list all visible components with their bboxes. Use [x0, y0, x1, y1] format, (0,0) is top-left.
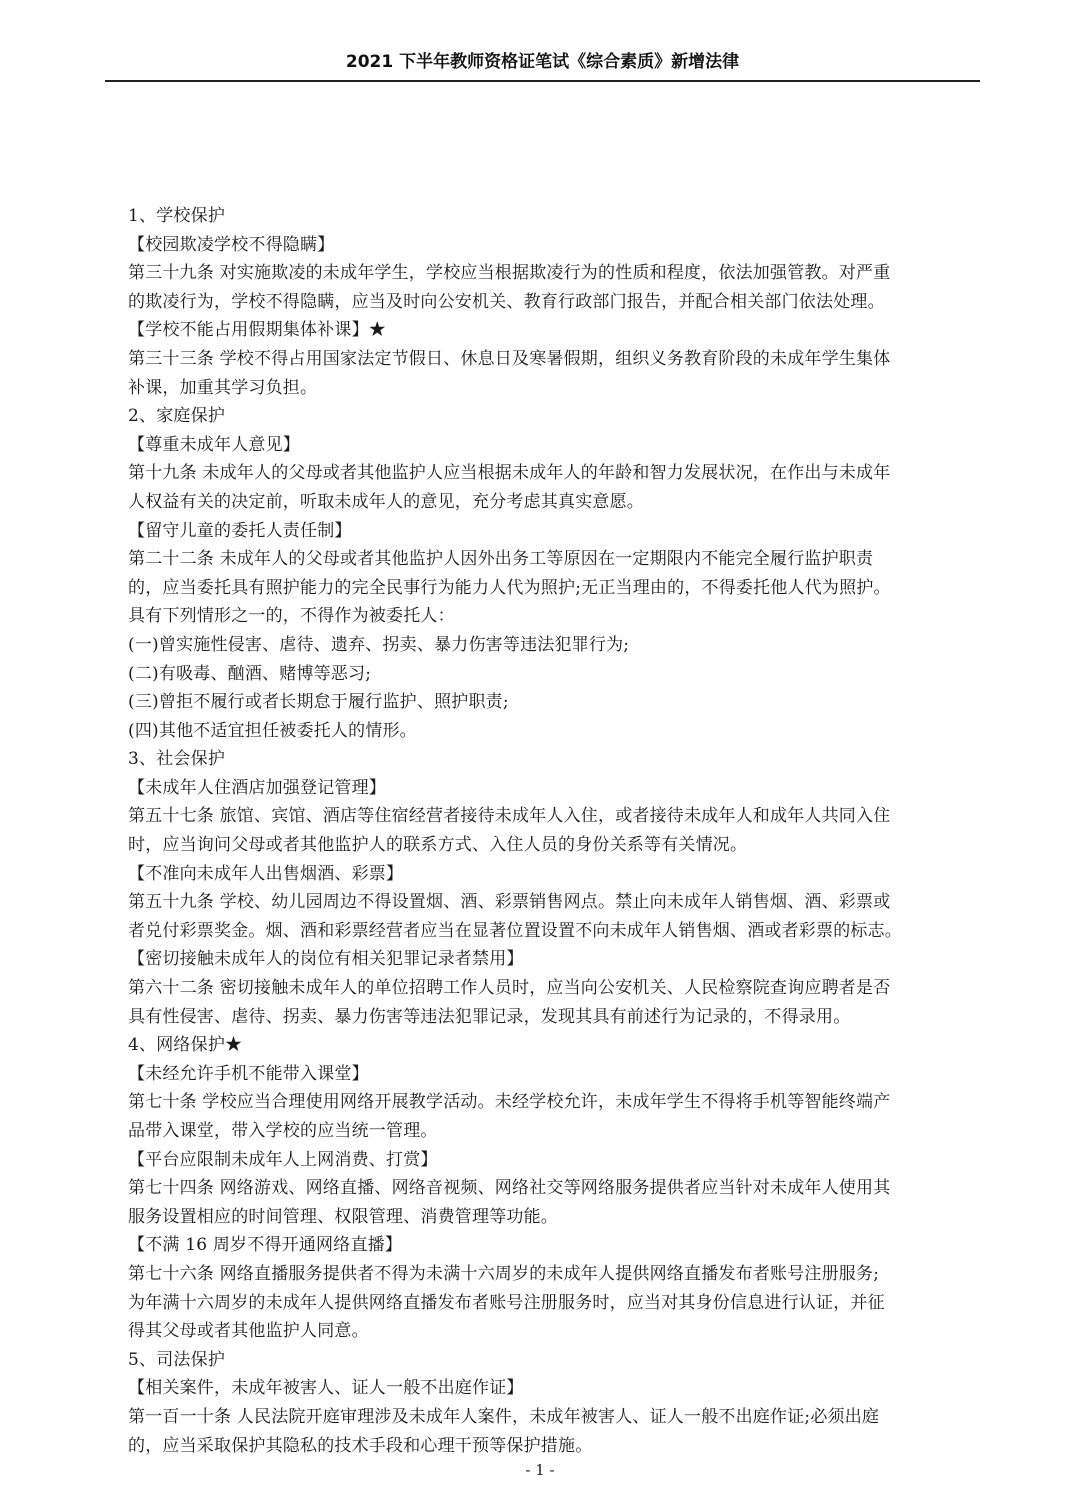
article-text: 者兑付彩票奖金。烟、酒和彩票经营者应当在显著位置设置不向未成年人销售烟、酒或者彩票的标志。 — [128, 920, 902, 941]
article-text: 的，应当委托具有照护能力的完全民事行为能力人代为照护;无正当理由的，不得委托他人代为照护。 — [128, 577, 891, 598]
topic-heading: 【不满 16 周岁不得开通网络直播】 — [128, 1235, 403, 1256]
article-text: 第六十二条 密切接触未成年人的单位招聘工作人员时，应当向公安机关、人民检察院查询应聘者是否 — [128, 978, 891, 999]
topic-heading: 【密切接触未成年人的岗位有相关犯罪记录者禁用】 — [128, 949, 524, 970]
article-text: 第五十九条 学校、幼儿园周边不得设置烟、酒、彩票销售网点。禁止向未成年人销售烟、酒、彩票或 — [128, 892, 891, 913]
topic-heading: 【平台应限制未成年人上网消费、打赏】 — [128, 1149, 438, 1170]
article-text: 第三十九条 对实施欺凌的未成年学生，学校应当根据欺凌行为的性质和程度，依法加强管教。对严重 — [128, 263, 891, 284]
article-text: 服务设置相应的时间管理、权限管理、消费管理等功能。 — [128, 1206, 558, 1227]
article-text: 得其父母或者其他监护人同意。 — [128, 1321, 369, 1342]
article-text: 第七十六条 网络直播服务提供者不得为未满十六周岁的未成年人提供网络直播发布者账号注册服务; — [128, 1263, 880, 1284]
article-text: 时，应当询问父母或者其他监护人的联系方式、入住人员的身份关系等有关情况。 — [128, 835, 748, 856]
article-text: 具有性侵害、虐待、拐卖、暴力伤害等违法犯罪记录，发现其具有前述行为记录的，不得录用。 — [128, 1006, 851, 1027]
article-text: 补课，加重其学习负担。 — [128, 377, 318, 398]
list-item: (一)曾实施性侵害、虐待、遗弃、拐卖、暴力伤害等违法犯罪行为; — [128, 634, 630, 655]
section-heading: 1、学校保护 — [128, 206, 226, 226]
topic-heading: 【学校不能占用假期集体补课】★ — [128, 320, 386, 341]
article-text: 品带入课堂，带入学校的应当统一管理。 — [128, 1121, 438, 1141]
topic-heading: 【未经允许手机不能带入课堂】 — [128, 1063, 369, 1084]
article-text: 为年满十六周岁的未成年人提供网络直播发布者账号注册服务时，应当对其身份信息进行认证，并征 — [128, 1292, 885, 1313]
topic-heading: 【不准向未成年人出售烟酒、彩票】 — [128, 863, 404, 884]
list-item: (三)曾拒不履行或者长期怠于履行监护、照护职责; — [128, 692, 509, 713]
topic-heading: 【相关案件，未成年被害人、证人一般不出庭作证】 — [128, 1378, 524, 1399]
topic-heading: 【尊重未成年人意见】 — [128, 434, 300, 455]
list-item: (四)其他不适宜担任被委托人的情形。 — [128, 720, 417, 741]
article-text: 第十九条 未成年人的父母或者其他监护人应当根据未成年人的年龄和智力发展状况，在作出与未成年 — [128, 463, 891, 484]
article-text: 第二十二条 未成年人的父母或者其他监护人因外出务工等原因在一定期限内不能完全履行监护职责 — [128, 549, 874, 570]
section-heading: 3、社会保护 — [128, 749, 226, 770]
article-text: 人权益有关的决定前，听取未成年人的意见，充分考虑其真实意愿。 — [128, 491, 644, 512]
section-heading: 5、司法保护 — [128, 1349, 226, 1370]
article-text: 第五十七条 旅馆、宾馆、酒店等住宿经营者接待未成年人入住，或者接待未成年人和成年人共同入住 — [128, 806, 891, 827]
article-text: 第七十四条 网络游戏、网络直播、网络音视频、网络社交等网络服务提供者应当针对未成年人使用其 — [128, 1178, 891, 1199]
document-body — [128, 202, 978, 1460]
header-divider — [105, 80, 980, 82]
page-number: - 1 - — [525, 1461, 555, 1479]
section-heading: 4、网络保护★ — [128, 1035, 243, 1056]
article-text: 第三十三条 学校不得占用国家法定节假日、休息日及寒暑假期，组织义务教育阶段的未成年学生集体 — [128, 348, 891, 369]
section-heading: 2、家庭保护 — [128, 406, 226, 427]
article-text: 的，应当采取保护其隐私的技术手段和心理干预等保护措施。 — [128, 1435, 593, 1456]
page-header-title: 2021 下半年教师资格证笔试《综合素质》新增法律 — [345, 52, 740, 72]
article-text: 的欺凌行为，学校不得隐瞒，应当及时向公安机关、教育行政部门报告，并配合相关部门依法处理。 — [128, 291, 885, 312]
topic-heading: 【未成年人住酒店加强登记管理】 — [128, 777, 386, 798]
article-text: 第一百一十条 人民法院开庭审理涉及未成年人案件，未成年被害人、证人一般不出庭作证;必须出庭 — [128, 1406, 880, 1427]
article-text: 具有下列情形之一的，不得作为被委托人： — [128, 606, 455, 627]
list-item: (二)有吸毒、酗酒、赌博等恶习; — [128, 663, 372, 684]
article-text: 第七十条 学校应当合理使用网络开展教学活动。未经学校允许，未成年学生不得将手机等智能终端产 — [128, 1092, 891, 1113]
topic-heading: 【校园欺凌学校不得隐瞒】 — [128, 234, 335, 255]
topic-heading: 【留守儿童的委托人责任制】 — [128, 520, 352, 541]
